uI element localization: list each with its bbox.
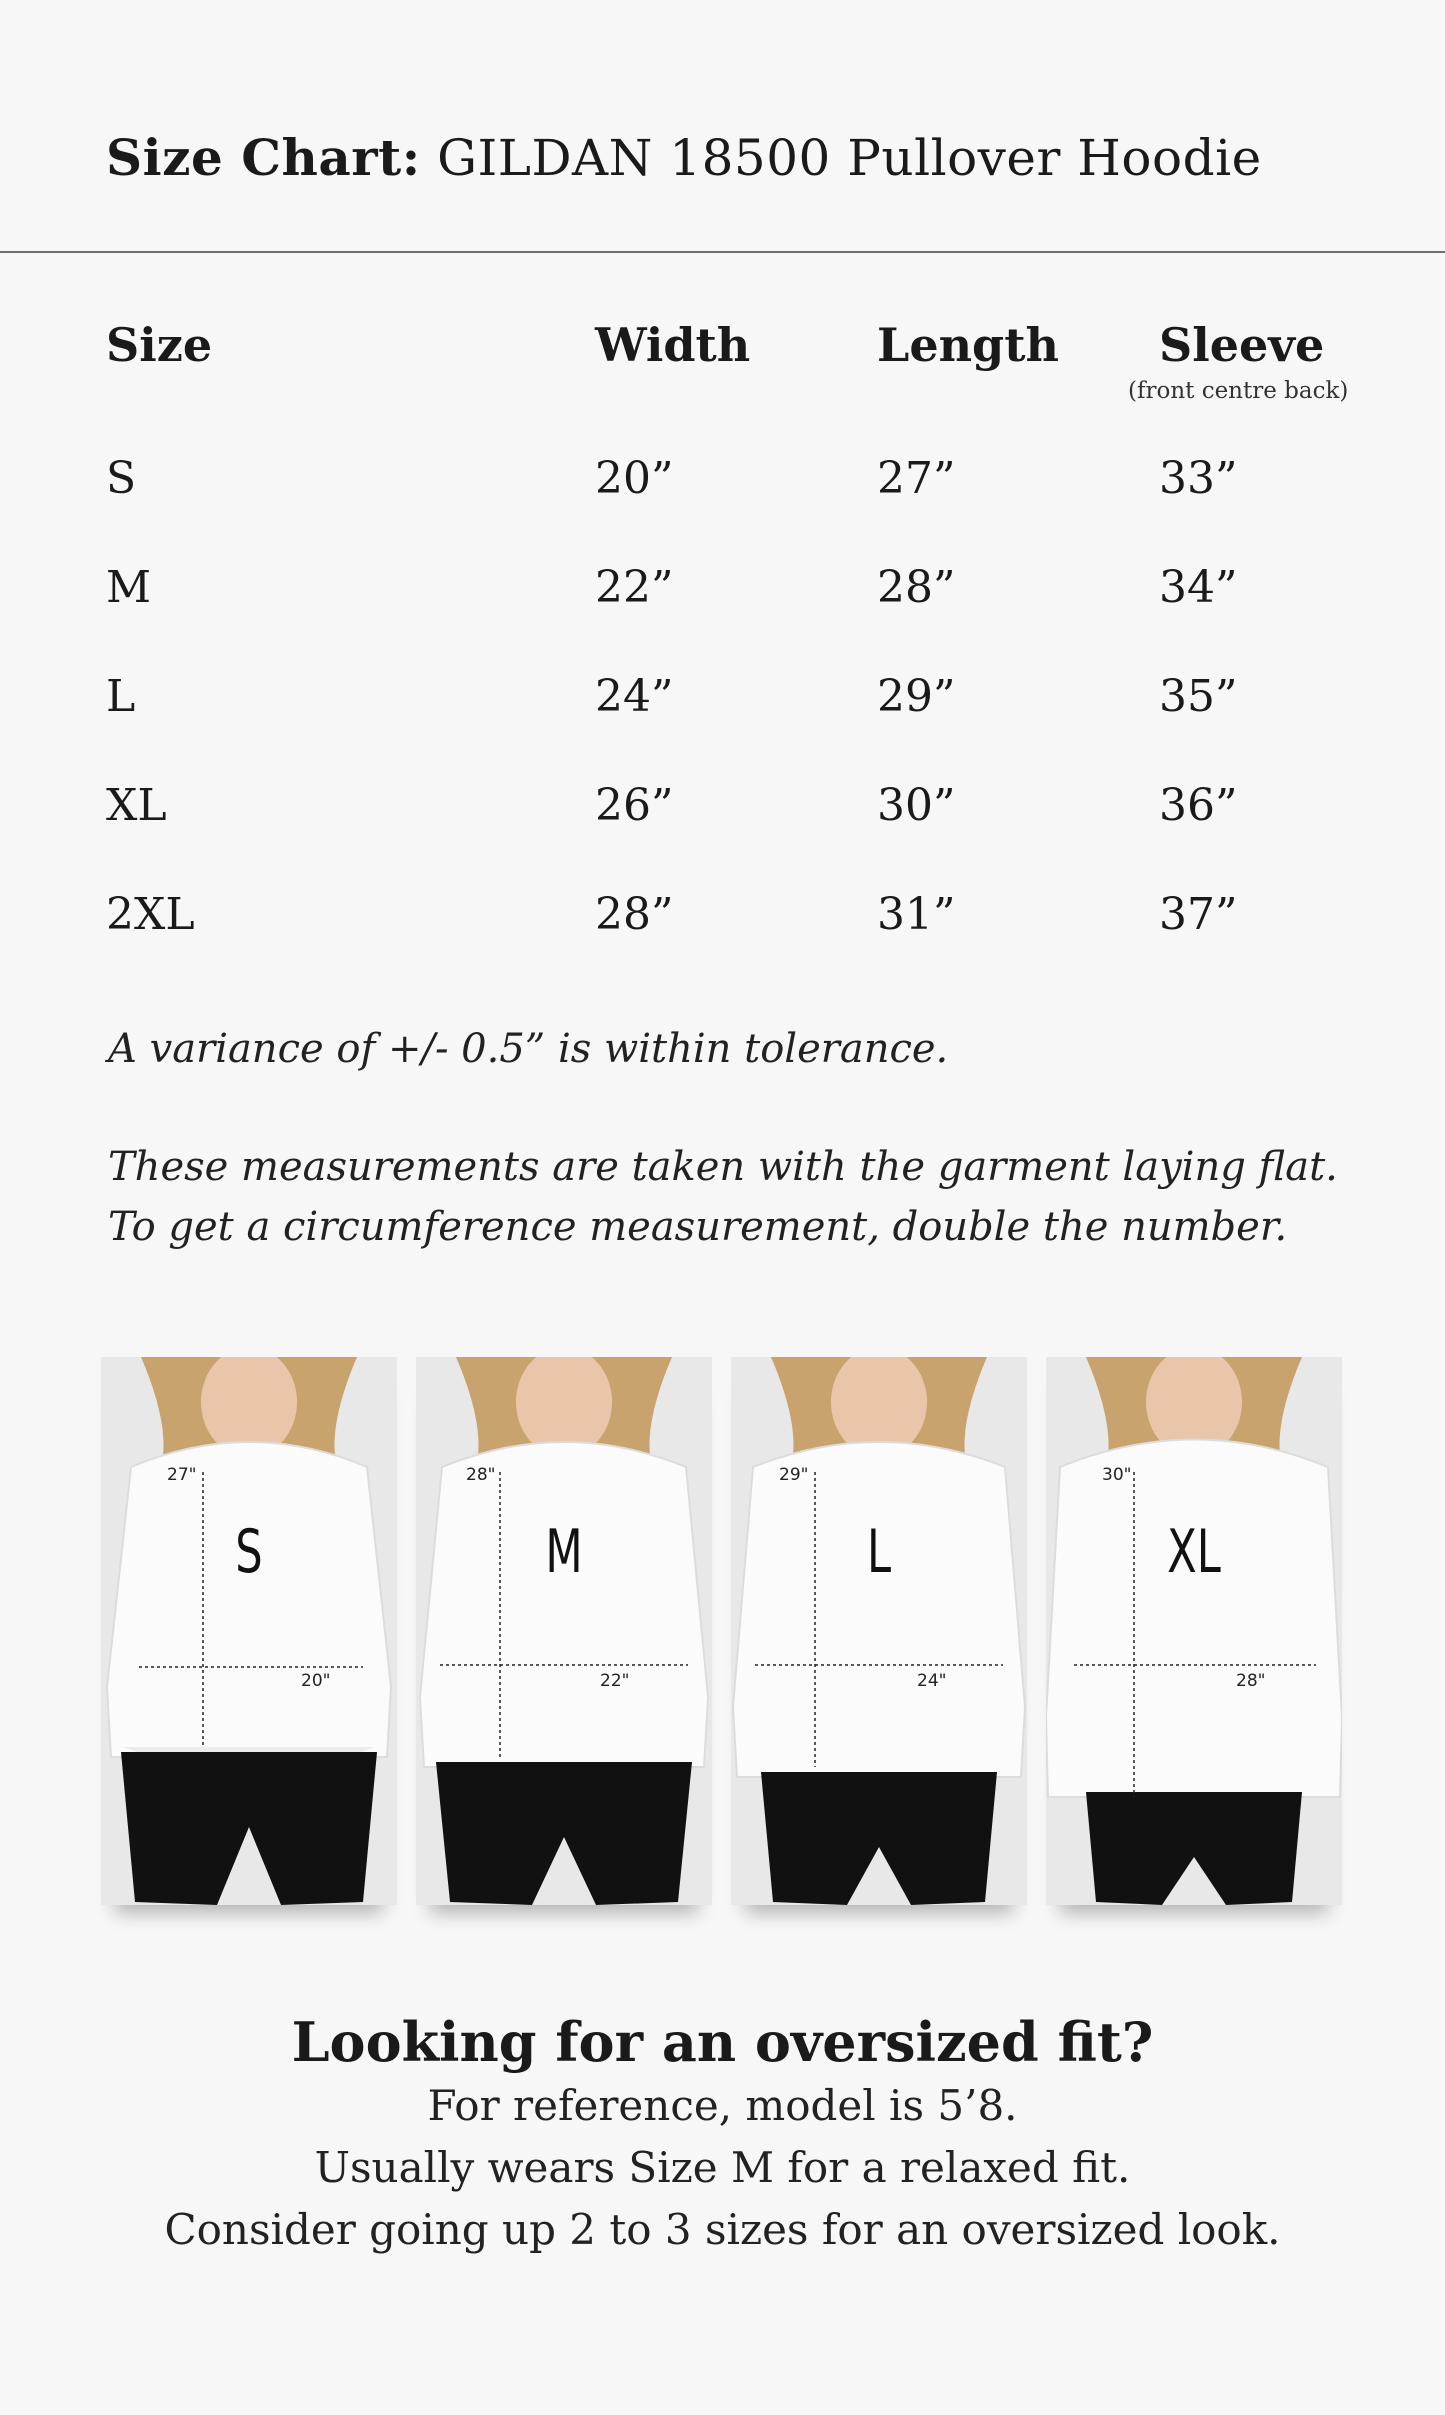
hoodie-illustration — [731, 1357, 1027, 1905]
photo-width-label: 28" — [1236, 1671, 1266, 1691]
photo-size-letter: XL — [1167, 1517, 1221, 1587]
row-s-sleeve: 33” — [1159, 453, 1238, 504]
row-l-size: L — [106, 671, 136, 722]
header-length: Length — [877, 318, 1059, 372]
model-photo-l — [731, 1357, 1027, 1905]
tolerance-note: A variance of +/- 0.5” is within tolerance. — [108, 1026, 949, 1072]
row-l-width: 24” — [595, 671, 674, 722]
hoodie-illustration — [416, 1357, 712, 1905]
header-divider — [0, 251, 1445, 253]
flat-note-line1: These measurements are taken with the garment laying flat. — [108, 1144, 1338, 1190]
title-label: Size Chart: — [106, 128, 421, 187]
row-2xl-sleeve: 37” — [1159, 889, 1238, 940]
row-s-size: S — [106, 453, 137, 504]
model-height-note: For reference, model is 5’8. — [427, 2081, 1018, 2130]
model-photo-xl — [1046, 1357, 1342, 1905]
row-m-sleeve: 34” — [1159, 562, 1238, 613]
photo-size-letter: M — [545, 1517, 583, 1587]
row-m-width: 22” — [595, 562, 674, 613]
model-size-note: Usually wears Size M for a relaxed fit. — [314, 2143, 1131, 2192]
photo-length-label: 30" — [1102, 1465, 1132, 1485]
photo-width-label: 20" — [301, 1671, 331, 1691]
hoodie-illustration — [101, 1357, 397, 1905]
photo-length-label: 28" — [466, 1465, 496, 1485]
oversized-fit-heading: Looking for an oversized fit? — [291, 2010, 1154, 2074]
photo-size-letter: L — [866, 1517, 892, 1587]
header-sleeve: Sleeve — [1159, 318, 1325, 372]
photo-length-label: 27" — [167, 1465, 197, 1485]
header-width: Width — [595, 318, 751, 372]
row-s-length: 27” — [877, 453, 956, 504]
oversized-advice: Consider going up 2 to 3 sizes for an oversized look. — [164, 2205, 1281, 2254]
model-photo-m — [416, 1357, 712, 1905]
title-product: GILDAN 18500 Pullover Hoodie — [437, 129, 1262, 187]
row-l-length: 29” — [877, 671, 956, 722]
row-xl-width: 26” — [595, 780, 674, 831]
row-2xl-size: 2XL — [106, 889, 195, 940]
row-xl-sleeve: 36” — [1159, 780, 1238, 831]
row-m-length: 28” — [877, 562, 956, 613]
row-m-size: M — [106, 562, 152, 613]
flat-note-line2: To get a circumference measurement, double the number. — [108, 1204, 1288, 1250]
row-l-sleeve: 35” — [1159, 671, 1238, 722]
header-size: Size — [106, 318, 213, 372]
row-xl-size: XL — [106, 780, 167, 831]
row-2xl-length: 31” — [877, 889, 956, 940]
model-photo-s — [101, 1357, 397, 1905]
sleeve-note: (front centre back) — [1128, 378, 1349, 404]
hoodie-illustration — [1046, 1357, 1342, 1905]
row-2xl-width: 28” — [595, 889, 674, 940]
photo-width-label: 22" — [600, 1671, 630, 1691]
model-photo-strip — [101, 1357, 1341, 1907]
page-title — [106, 128, 1262, 187]
photo-width-label: 24" — [917, 1671, 947, 1691]
row-s-width: 20” — [595, 453, 674, 504]
photo-size-letter: S — [235, 1517, 263, 1587]
photo-length-label: 29" — [779, 1465, 809, 1485]
row-xl-length: 30” — [877, 780, 956, 831]
